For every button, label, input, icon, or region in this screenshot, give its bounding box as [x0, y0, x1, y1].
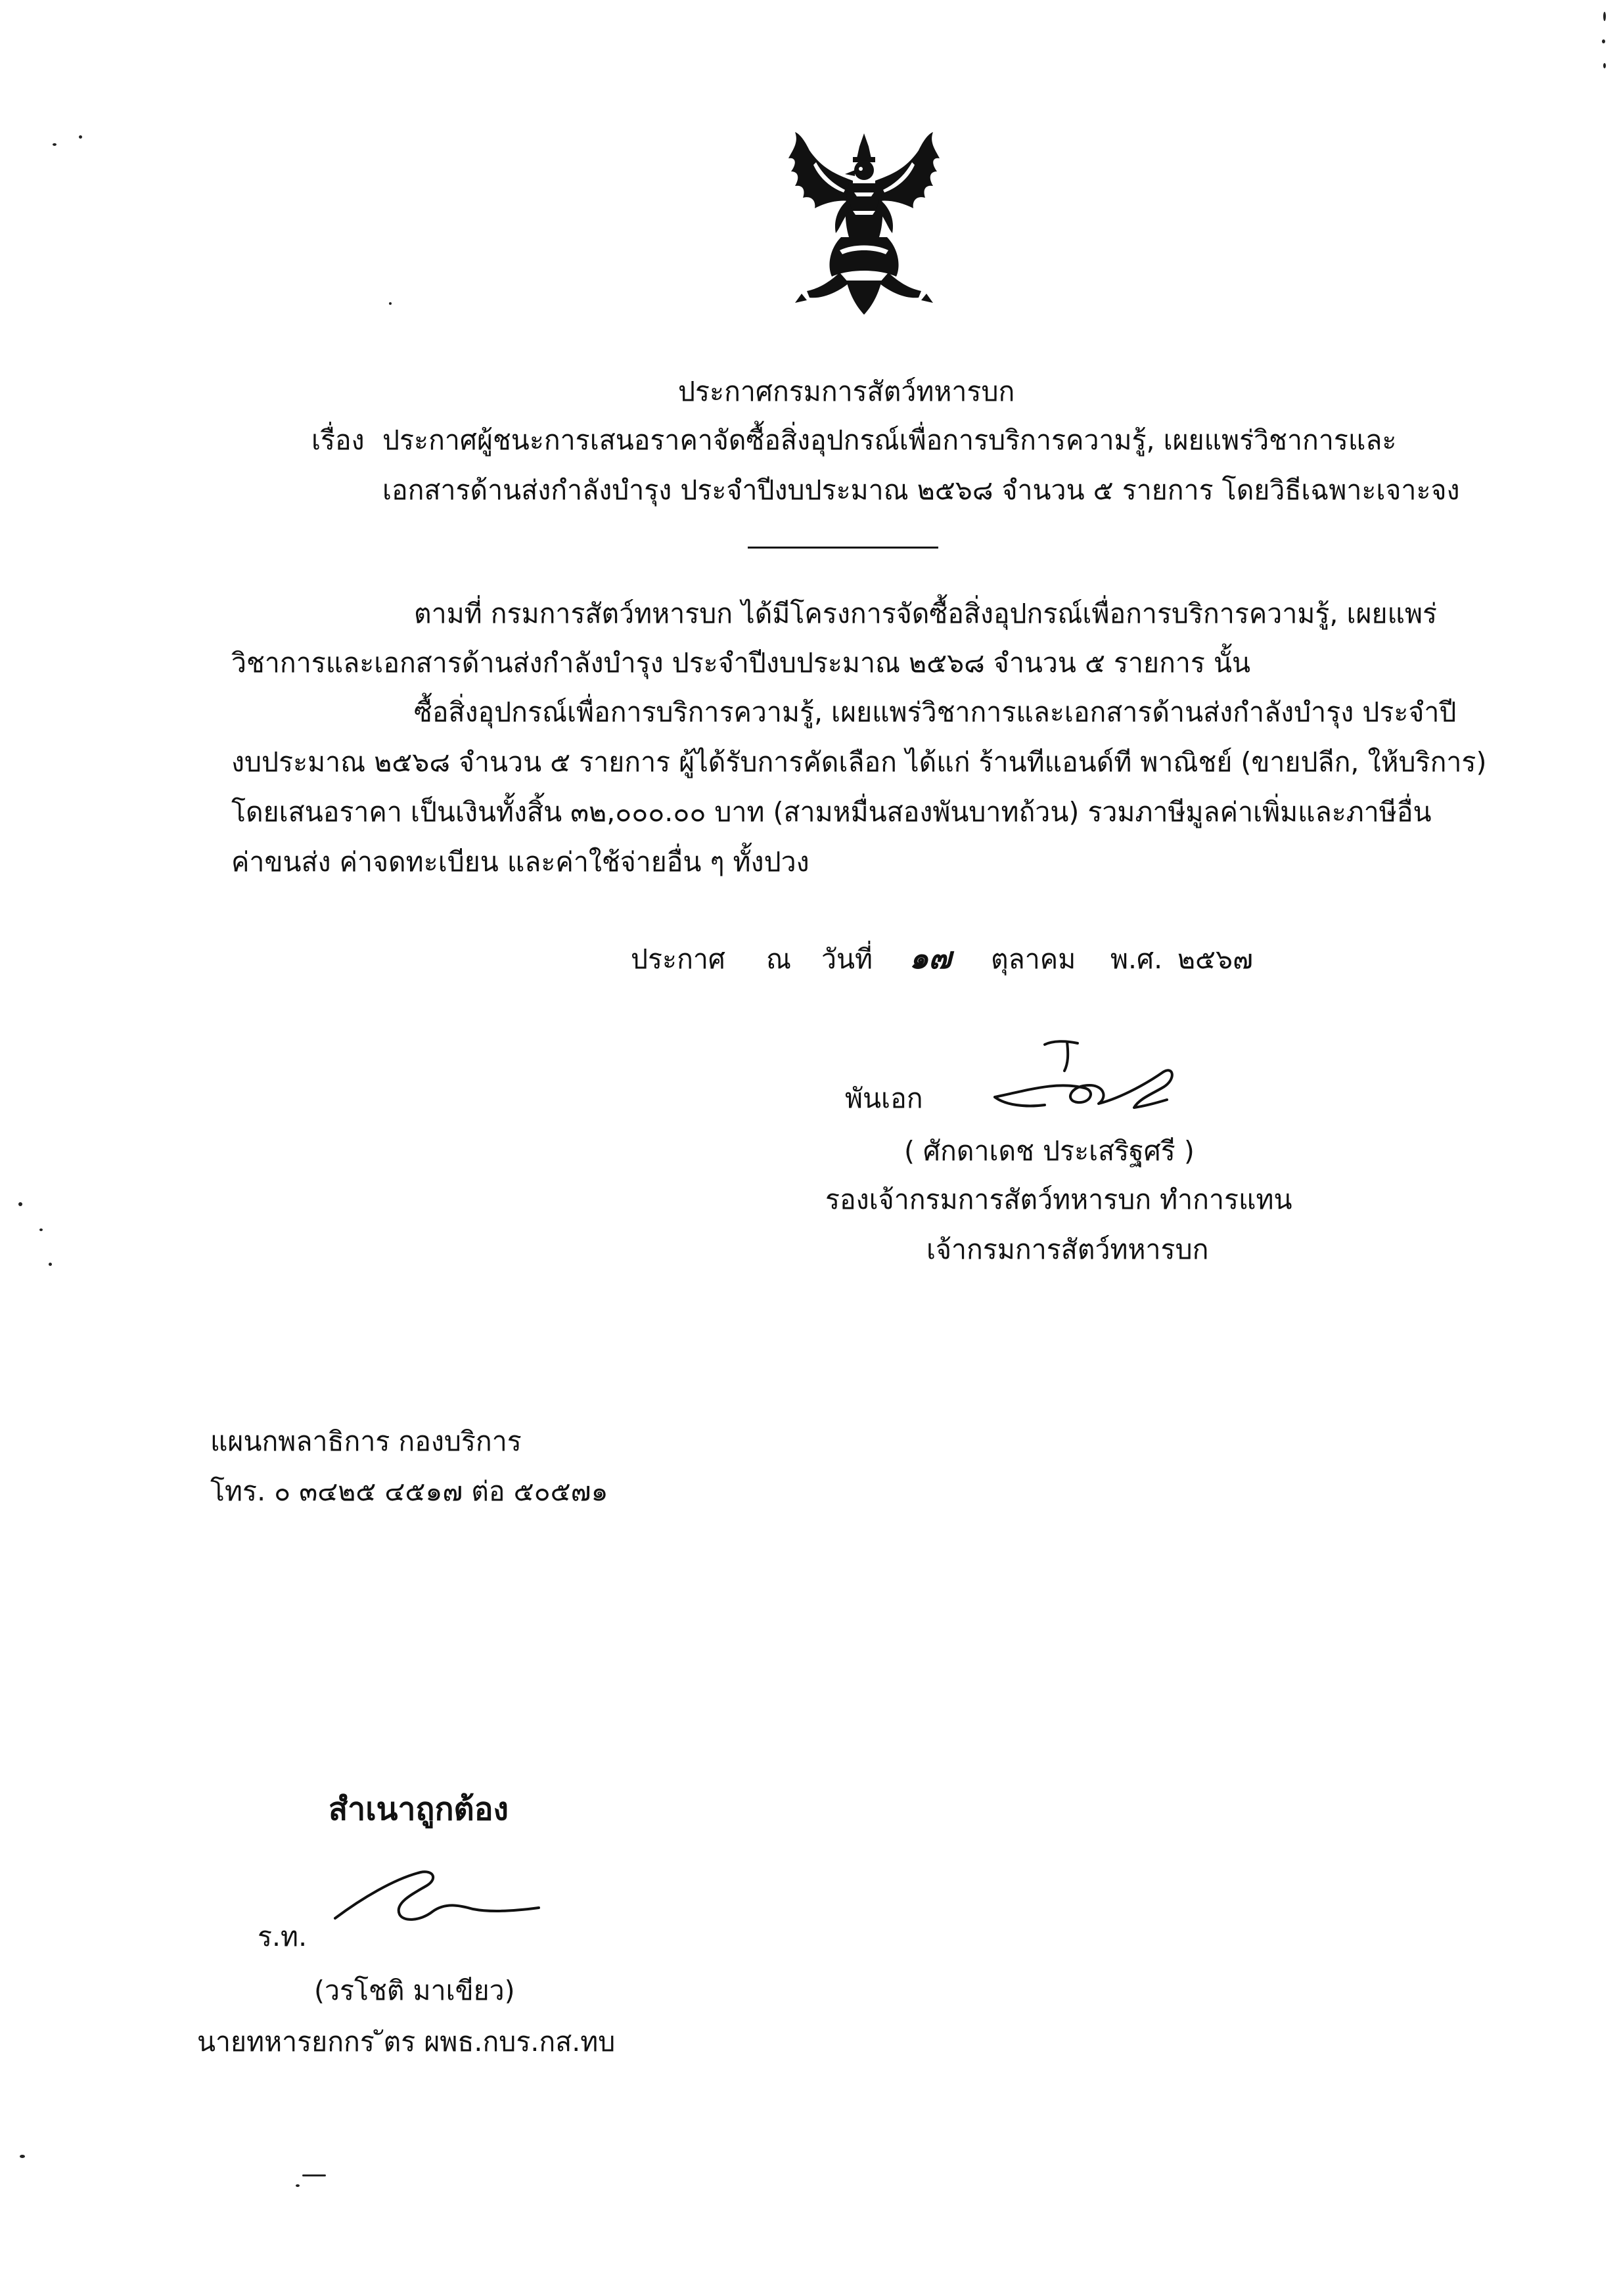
paragraph-1-line-2: วิชาการและเอกสารด้านส่งกำลังบำรุง ประจำปีงบประมาณ ๒๕๖๘ จำนวน ๕ รายการ นั้น	[231, 647, 1251, 679]
scan-speck	[302, 2174, 326, 2176]
paragraph-2-line-3: โดยเสนอราคา เป็นเงินทั้งสิ้น ๓๒,๐๐๐.๐๐ บาท (สามหมื่นสองพันบาทถ้วน) รวมภาษีมูลค่าเพิ่มและภาษีอื่น	[231, 796, 1432, 828]
scan-speck	[1602, 39, 1605, 43]
scan-speck	[389, 302, 392, 305]
subject-line-1: ประกาศผู้ชนะการเสนอราคาจัดซื้อสิ่งอุปกรณ์เพื่อการบริการความรู้, เผยแพร่วิชาการและ	[382, 424, 1397, 456]
scan-speck	[79, 135, 82, 139]
certified-copy-rank: ร.ท.	[258, 1921, 308, 1952]
announce-year: ๒๕๖๗	[1177, 943, 1253, 975]
announce-prefix: ประกาศ	[631, 943, 725, 975]
announcement-title: ประกาศกรมการสัตว์ทหารบก	[678, 376, 1015, 407]
subject-label: เรื่อง	[311, 424, 365, 456]
scan-speck	[49, 1263, 52, 1266]
contact-department: แผนกพลาธิการ กองบริการ	[210, 1426, 522, 1457]
announce-at: ณ	[766, 943, 792, 975]
signature-icon	[979, 1025, 1202, 1130]
garuda-icon	[775, 128, 953, 319]
signer-position-1: รองเจ้ากรมการสัตว์ทหารบก ทำการแทน	[825, 1184, 1292, 1215]
scan-speck	[18, 1202, 22, 1206]
contact-phone: โทร. ๐ ๓๔๒๕ ๔๕๑๗ ต่อ ๕๐๕๗๑	[210, 1475, 608, 1507]
certified-copy-title: สำเนาถูกต้อง	[329, 1791, 509, 1828]
subject-line-2: เอกสารด้านส่งกำลังบำรุง ประจำปีงบประมาณ ๒๕๖๘ จำนวน ๕ รายการ โดยวิธีเฉพาะเจาะจง	[382, 474, 1460, 506]
scan-speck	[20, 2155, 25, 2158]
paragraph-2-line-4: ค่าขนส่ง ค่าจดทะเบียน และค่าใช้จ่ายอื่น ๆ ทั้งปวง	[231, 846, 810, 878]
announce-day-handwritten: ๑๗	[909, 940, 951, 976]
scan-speck	[39, 1228, 43, 1231]
title-divider	[748, 547, 938, 549]
paragraph-2-line-1: ซื้อสิ่งอุปกรณ์เพื่อการบริการความรู้, เผยแพร่วิชาการและเอกสารด้านส่งกำลังบำรุง ประจำปี	[414, 696, 1457, 728]
signer-position-2: เจ้ากรมการสัตว์ทหารบก	[926, 1234, 1209, 1265]
signer-rank: พันเอก	[845, 1083, 923, 1114]
scan-speck	[53, 143, 57, 146]
announce-date-label: วันที่	[821, 943, 873, 975]
signer-name: ( ศักดาเดช ประเสริฐศรี )	[904, 1135, 1195, 1167]
paragraph-1-line-1: ตามที่ กรมการสัตว์ทหารบก ได้มีโครงการจัดซื้อสิ่งอุปกรณ์เพื่อการบริการความรู้, เผยแพร่	[414, 598, 1437, 629]
paragraph-2-line-2: งบประมาณ ๒๕๖๘ จำนวน ๕ รายการ ผู้ได้รับการคัดเลือก ได้แก่ ร้านทีแอนด์ที พาณิชย์ (ขายปลีก, ให้บริการ)	[231, 746, 1487, 778]
signature-icon	[322, 1846, 545, 1951]
announce-era: พ.ศ.	[1110, 943, 1163, 975]
scan-speck	[296, 2184, 300, 2187]
scan-speck	[1603, 12, 1606, 21]
certified-copy-name: (วรโชติ มาเขียว)	[314, 1975, 515, 2006]
certified-copy-position: นายทหารยกกร ัตร ผพธ.กบร.กส.ทบ	[197, 2026, 616, 2058]
announce-month: ตุลาคม	[991, 943, 1076, 975]
scan-speck	[1603, 63, 1606, 68]
